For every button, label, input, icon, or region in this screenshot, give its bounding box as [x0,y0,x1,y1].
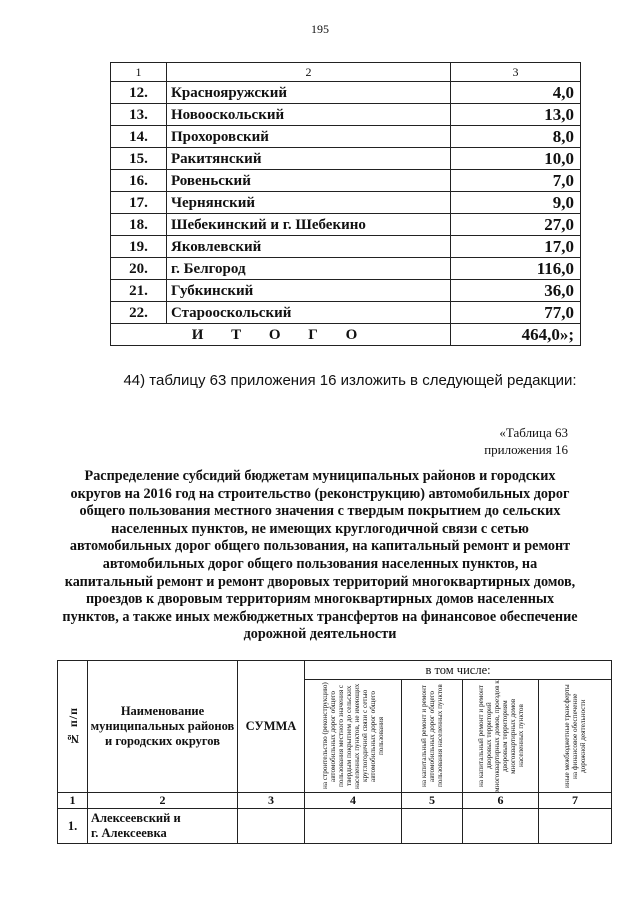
amendment-instruction: 44) таблицу 63 приложения 16 изложить в следующей редакции: [123,372,577,389]
table-row [111,82,581,104]
district-name [88,809,238,844]
column-index: 2 [88,793,238,809]
column-index: 3 [451,63,581,82]
subcolumn-transfers-header [539,680,612,793]
district-name: Яковлевский [167,236,451,258]
column-index: 4 [305,793,402,809]
table-row [111,148,581,170]
row-number: 15. [111,148,167,170]
row-number: 18. [111,214,167,236]
amount: 77,0 [451,302,581,324]
district-name: Ракитянский [167,148,451,170]
subsidy-distribution-table [57,660,612,844]
table-heading: Распределение субсидий бюджетам муниципальных районов и городских округов на 2016 год на строительство (реконструкцию) автомобильных дорог общего пользования местного значения с твердым покрытием до сельских населенных пунктов, не имеющих круглогодичной связи с сетью автомобильных дорог общего пользования, на капитальный ремонт и ремонт автомобильных дорог общего пользования населенных пунктов, на капитальный ремонт и ремонт дворовых территорий многоквартирных домов, проездов к дворовым территориям многоквартирных домов населенных пунктов, а также иных межбюджетных трансфертов на финансовое обеспечение дорожной деятельности [62,468,578,643]
row-number: 1. [58,809,88,844]
column-index: 5 [402,793,463,809]
district-name: Новооскольский [167,104,451,126]
table-row [111,126,581,148]
page-number: 195 [311,22,329,36]
column-sum-header: СУММА [238,661,305,793]
table-header-row [111,63,581,82]
empty-cell [463,809,539,844]
empty-cell [402,809,463,844]
district-name: Шебекинский и г. Шебекино [167,214,451,236]
district-name: Чернянский [167,192,451,214]
amount: 116,0 [451,258,581,280]
district-name-line: г. Алексеевка [91,826,167,840]
district-name: Прохоровский [167,126,451,148]
column-index: 7 [539,793,612,809]
row-number: 21. [111,280,167,302]
subcolumn-label: на строительство (реконструкцию) автомобильных дорог общего пользования местного значения с твердым покрытием до сельских населенных пунктов, не имеющих круглогодичной связи с сетью автомобильных дорог общего пользования [321,682,385,790]
empty-cell [539,809,612,844]
column-name-header: Наименование муниципальных районов и городских округов [88,661,238,793]
table-row [111,236,581,258]
amount: 4,0 [451,82,581,104]
amount: 36,0 [451,280,581,302]
table-row [111,192,581,214]
column-number-header [58,661,88,793]
district-name: Краснояружский [167,82,451,104]
column-index: 1 [111,63,167,82]
amount: 9,0 [451,192,581,214]
table-reference-line: приложения 16 [484,442,568,457]
row-number: 13. [111,104,167,126]
table-row [111,170,581,192]
subcolumn-yard-repair-header [463,680,539,793]
row-number: 17. [111,192,167,214]
row-number: 12. [111,82,167,104]
amount: 10,0 [451,148,581,170]
subcolumn-road-repair-header [402,680,463,793]
district-name: Губкинский [167,280,451,302]
amount: 7,0 [451,170,581,192]
row-number: 19. [111,236,167,258]
row-number: 20. [111,258,167,280]
row-number: 16. [111,170,167,192]
column-index: 2 [167,63,451,82]
table-row [58,809,612,844]
column-index: 3 [238,793,305,809]
total-value: 464,0»; [451,324,581,346]
table-row [111,104,581,126]
district-name: Ровеньский [167,170,451,192]
subcolumn-label: на капитальный ремонт и ремонт автомобильных дорог общего пользования населенных пунктов [420,684,444,788]
table-row [111,302,581,324]
district-name: г. Белгород [167,258,451,280]
total-row [111,324,581,346]
subcolumn-construction-header [305,680,402,793]
empty-cell [238,809,305,844]
subcolumn-label: иные межбюджетные трансферты на финансовое обеспечение дорожной деятельности [563,684,588,788]
column-number-label: № п/п [65,706,80,747]
row-number: 14. [111,126,167,148]
amount: 13,0 [451,104,581,126]
amount: 8,0 [451,126,581,148]
table-row [111,214,581,236]
empty-cell [305,809,402,844]
column-index: 6 [463,793,539,809]
amount: 17,0 [451,236,581,258]
table-row [111,258,581,280]
table-reference-line: «Таблица 63 [499,425,568,440]
column-index-row [58,793,612,809]
total-label: И Т О Г О [111,324,451,346]
amount: 27,0 [451,214,581,236]
subsidy-table-continuation [110,62,581,346]
in-that-number-header: в том числе: [305,661,612,680]
column-index: 1 [58,793,88,809]
row-number: 22. [111,302,167,324]
district-name: Старооскольский [167,302,451,324]
subcolumn-label: на капитальный ремонт и ремонт дворовых территорий многоквартирных домов, проездов к дворовым территориям многоквартирных домов населенных пунктов [476,680,525,792]
table-row [111,280,581,302]
district-name-line: Алексеевский и [91,811,181,825]
table-reference [484,424,568,458]
